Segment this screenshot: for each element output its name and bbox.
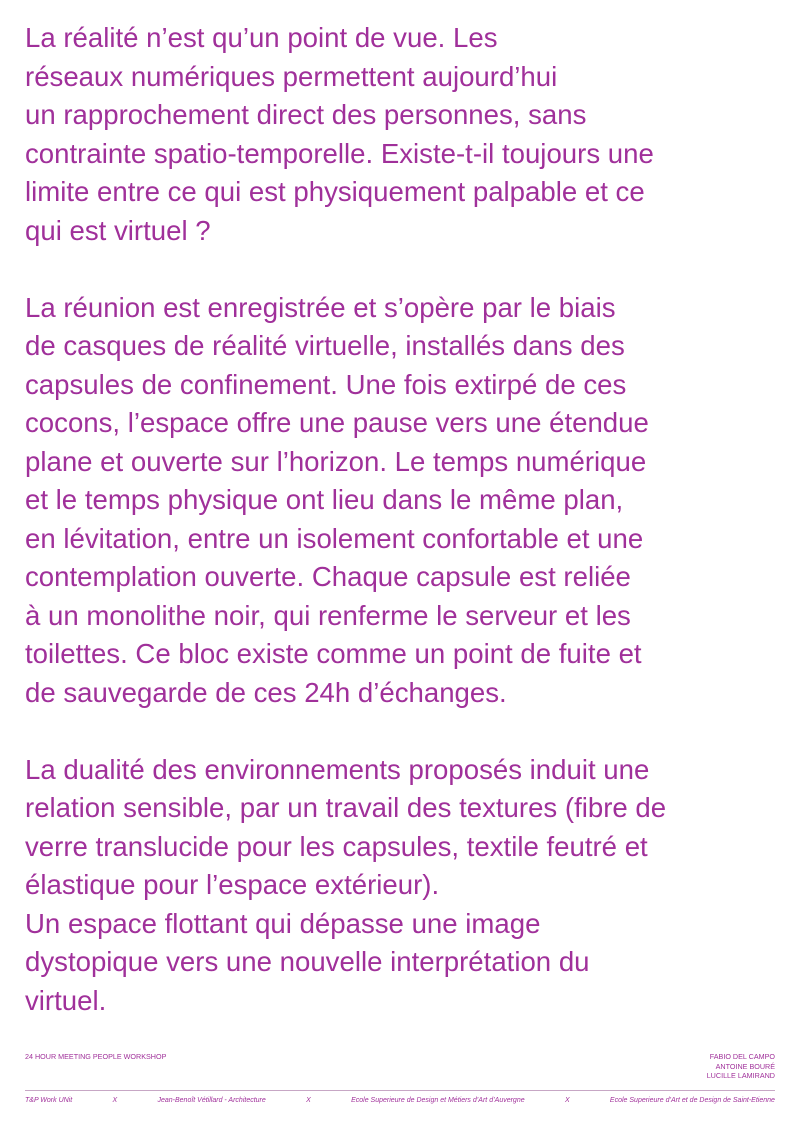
text-line: réseaux numériques permettent aujourd’hui bbox=[25, 60, 558, 92]
text-line: La réunion est enregistrée et s’opère par le biais bbox=[25, 291, 616, 323]
text-line: contrainte spatio-temporelle. Existe-t-il toujours une bbox=[25, 137, 654, 169]
credit-item: T&P Work UNit bbox=[25, 1097, 73, 1104]
text-line: en lévitation, entre un isolement confortable et une bbox=[25, 522, 644, 554]
text-line: Un espace flottant qui dépasse une image bbox=[25, 907, 541, 939]
footer-divider bbox=[25, 1090, 775, 1091]
workshop-title: 24 HOUR MEETING PEOPLE WORKSHOP bbox=[25, 1052, 167, 1061]
text-line: La dualité des environnements proposés induit une bbox=[25, 753, 650, 785]
text-line: relation sensible, par un travail des textures (fibre de bbox=[25, 792, 667, 823]
credit-item: Ecole Superieure d’Art et de Design de Saint-Etienne bbox=[609, 1097, 775, 1104]
text-line: La réalité n’est qu’un point de vue. Les bbox=[25, 22, 498, 53]
text-line: verre translucide pour les capsules, textile feutré et bbox=[25, 830, 648, 862]
text-line: cocons, l’espace offre une pause vers une étendue bbox=[25, 407, 649, 438]
credits-line bbox=[25, 1096, 775, 1105]
paragraph-3 bbox=[25, 751, 790, 1021]
paragraph-2 bbox=[25, 289, 790, 713]
text-line: et le temps physique ont lieu dans le même plan, bbox=[25, 484, 624, 515]
text-line: à un monolithe noir, qui renferme le serveur et les bbox=[25, 599, 631, 631]
body-text bbox=[25, 19, 790, 1059]
credit-separator: X bbox=[112, 1097, 118, 1104]
text-line: de sauvegarde de ces 24h d’échanges. bbox=[25, 676, 507, 708]
credit-item: Ecole Superieure de Design et Métiers d’Art d’Auvergne bbox=[351, 1097, 525, 1104]
author-name: FABIO DEL CAMPO bbox=[709, 1052, 775, 1061]
text-line: de casques de réalité virtuelle, installés dans des bbox=[25, 330, 625, 361]
author-list bbox=[707, 1052, 775, 1081]
text-line: élastique pour l’espace extérieur). bbox=[25, 869, 440, 900]
text-line: limite entre ce qui est physiquement palpable et ce bbox=[25, 176, 645, 207]
text-line: un rapprochement direct des personnes, sans bbox=[25, 99, 587, 130]
author-name: LUCILLE LAMIRAND bbox=[706, 1071, 775, 1080]
credit-item: Jean-Benoît Vétillard - Architecture bbox=[157, 1097, 266, 1104]
text-line: plane et ouverte sur l’horizon. Le temps numérique bbox=[25, 445, 647, 477]
text-line: virtuel. bbox=[25, 984, 107, 1016]
text-line: dystopique vers une nouvelle interprétation du bbox=[25, 946, 590, 977]
paragraph-1 bbox=[25, 19, 790, 250]
credit-separator: X bbox=[306, 1097, 311, 1104]
text-line: contemplation ouverte. Chaque capsule est reliée bbox=[25, 561, 631, 592]
credit-separator: X bbox=[564, 1097, 570, 1104]
text-line: capsules de confinement. Une fois extirpé de ces bbox=[25, 368, 627, 400]
author-name: ANTOINE BOURÉ bbox=[715, 1061, 775, 1071]
text-line: qui est virtuel ? bbox=[25, 214, 211, 246]
text-line: toilettes. Ce bloc existe comme un point de fuite et bbox=[25, 638, 642, 669]
